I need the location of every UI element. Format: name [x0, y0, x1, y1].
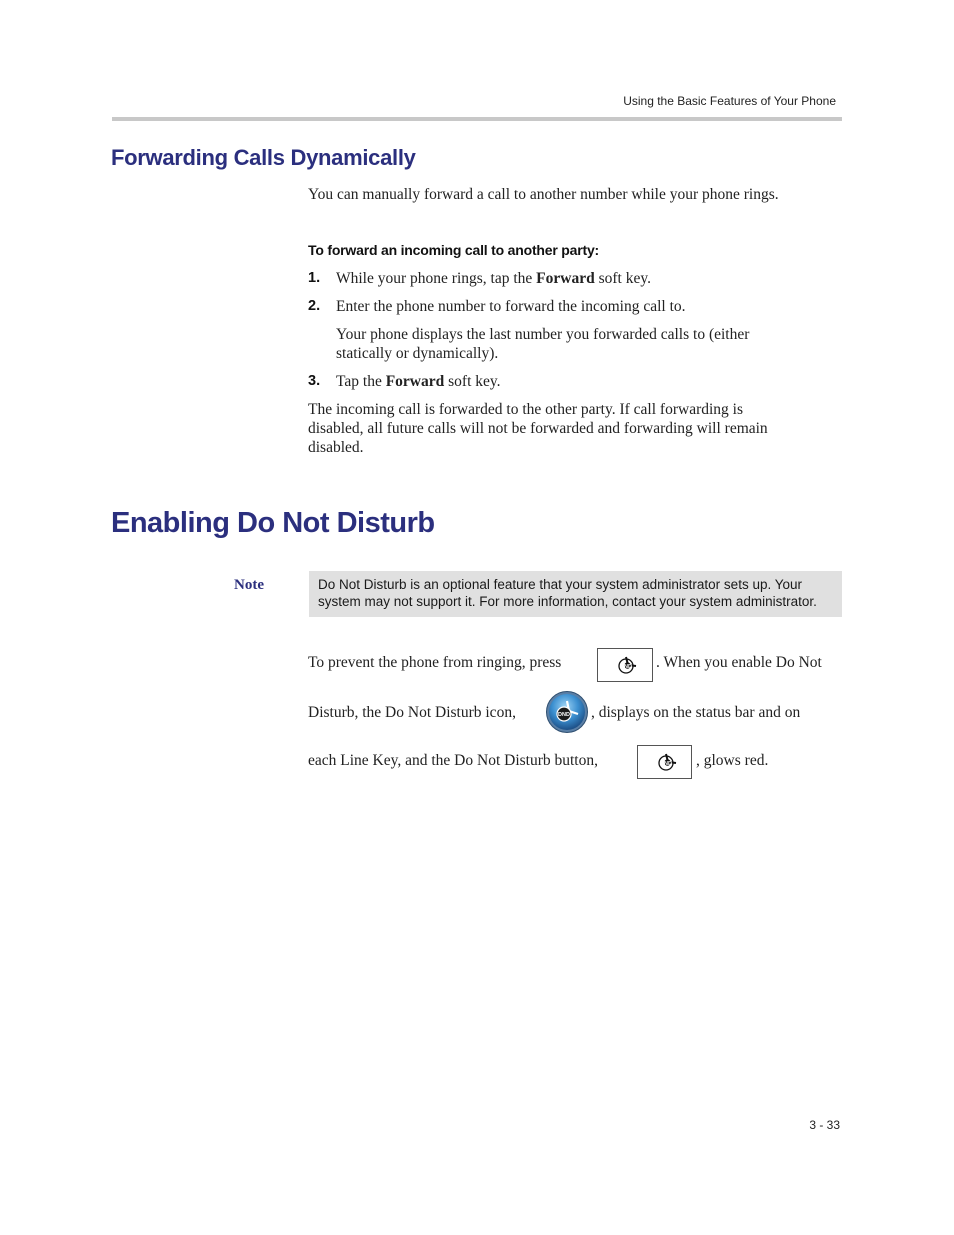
step-number: 1.: [308, 270, 321, 286]
step-2-text: Enter the phone number to forward the incoming call to.: [336, 298, 686, 315]
forwarding-intro: You can manually forward a call to another number while your phone rings.: [308, 186, 779, 203]
step-3-post: soft key.: [444, 373, 501, 390]
header-rule: [112, 117, 842, 121]
page-number: 3 - 33: [809, 1118, 840, 1132]
dnd-key-icon: [638, 746, 691, 778]
dnd-glyph-text: DND: [558, 712, 570, 718]
dnd-para-line-2-post: , displays on the status bar and on: [591, 704, 801, 721]
step-2-note-line-2: statically or dynamically).: [336, 345, 499, 362]
step-1-text: [336, 269, 651, 288]
dnd-para-line-1-pre: To prevent the phone from ringing, press: [308, 654, 562, 671]
step-1: [308, 269, 320, 287]
forward-softkey-label: Forward: [385, 373, 445, 390]
forwarding-outro-line-2: disabled, all future calls will not be forwarded and forwarding will remain: [308, 420, 768, 437]
step-3-pre: Tap the: [336, 373, 386, 390]
dnd-status-icon-wrapper: [545, 690, 589, 734]
dnd-para-line-2-pre: Disturb, the Do Not Disturb icon,: [308, 704, 516, 721]
section-title-forwarding: Forwarding Calls Dynamically: [111, 145, 416, 170]
dnd-glyph-text: DND: [660, 761, 672, 767]
note-label: Note: [234, 577, 264, 593]
dnd-para-line-3-post: , glows red.: [696, 752, 769, 769]
step-1-pre: While your phone rings, tap the: [336, 270, 537, 287]
step-number: 3.: [308, 373, 321, 389]
dnd-status-icon: [545, 690, 589, 734]
step-3: [308, 372, 320, 390]
dnd-key-button[interactable]: [597, 648, 653, 682]
note-box: [309, 571, 842, 617]
note-line-2: system may not support it. For more information, contact your system administrator.: [318, 594, 817, 609]
step-number: 2.: [308, 298, 321, 314]
dnd-button[interactable]: [637, 745, 692, 779]
dnd-key-icon: [598, 649, 652, 681]
step-3-text: [336, 372, 501, 391]
step-1-post: soft key.: [594, 270, 651, 287]
dnd-para-line-3-pre: each Line Key, and the Do Not Disturb button,: [308, 752, 598, 769]
step-2: [308, 297, 320, 315]
note-line-1: Do Not Disturb is an optional feature that your system administrator sets up. Your: [318, 577, 802, 592]
dnd-glyph-text: DND: [620, 664, 632, 670]
forwarding-outro-line-3: disabled.: [308, 439, 364, 456]
step-2-note-line-1: Your phone displays the last number you forwarded calls to (either: [336, 326, 750, 343]
forward-softkey-label: Forward: [536, 270, 595, 287]
forwarding-outro-line-1: The incoming call is forwarded to the other party. If call forwarding is: [308, 401, 743, 418]
section-title-dnd: Enabling Do Not Disturb: [111, 507, 435, 539]
running-header: Using the Basic Features of Your Phone: [623, 94, 836, 108]
dnd-para-line-1-post: . When you enable Do Not: [656, 654, 822, 671]
procedure-heading: To forward an incoming call to another party:: [308, 242, 599, 258]
